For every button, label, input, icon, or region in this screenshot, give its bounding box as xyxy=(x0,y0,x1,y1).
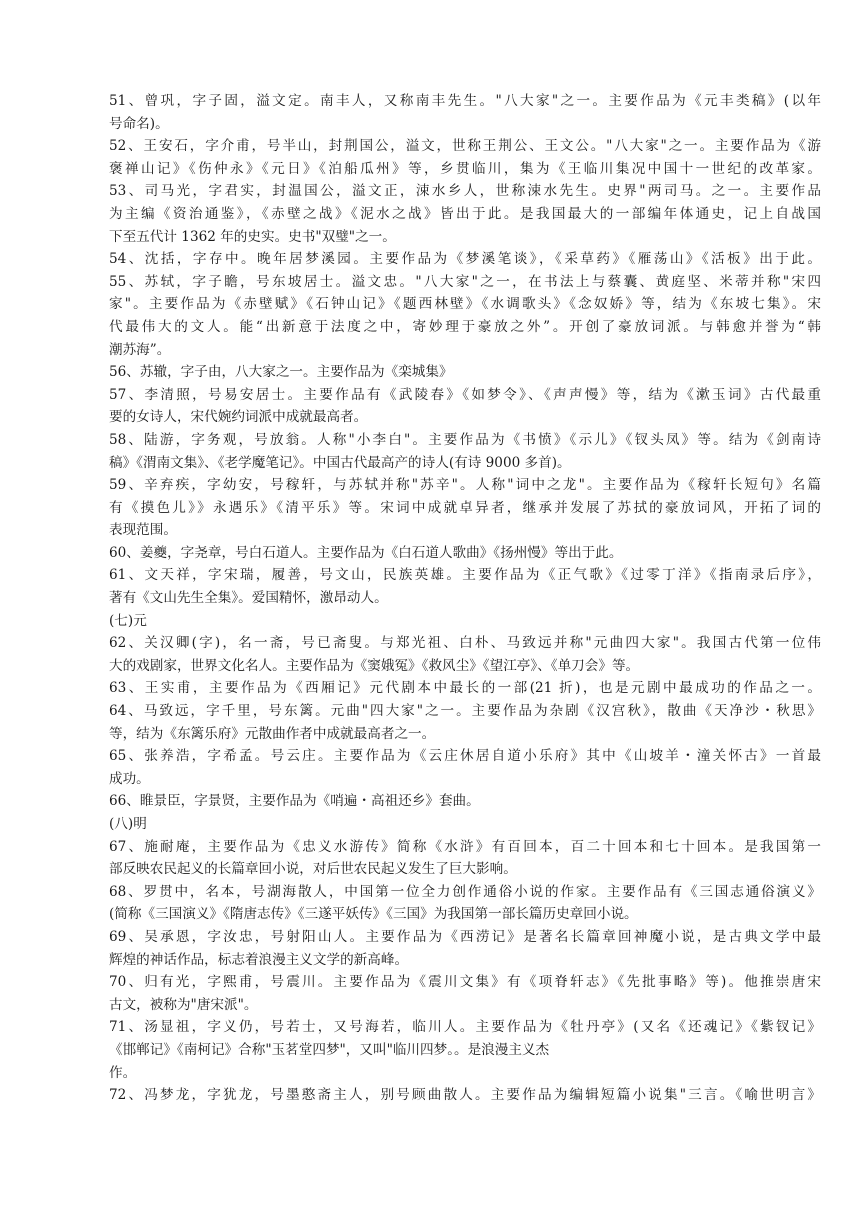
text-line: 61、文天祥，字宋瑞，履善，号文山，民族英雄。主要作品为《正气歌》《过零丁洋》《指南录后序》， xyxy=(109,567,821,584)
text-line: 家"。主要作品为《赤壁赋》《石钟山记》《题西林壁》《水调歌头》《念奴娇》等，结为《东坡七集》。宋 xyxy=(109,296,821,313)
text-line: 号命名)。 xyxy=(109,115,169,132)
text-line: (八)明 xyxy=(109,816,147,832)
text-line: 代最伟大的文人。能“出新意于法度之中，寄妙理于豪放之外”。开创了豪放词派。与韩愈并誉为“韩 xyxy=(109,318,821,335)
text-line: 54、沈括，字存中。晚年居梦溪园。主要作品为《梦溪笔谈》，《采草药》《雁荡山》《活板》出于此。 xyxy=(109,251,821,268)
text-line: 稿》《渭南文集》、《老学魔笔记》。中国古代最高产的诗人(有诗 9000 多首)。 xyxy=(109,454,571,471)
text-line: 58、陆游，字务观，号放翁。人称"小李白"。主要作品为《书愤》《示儿》《钗头凤》等。结为《剑南诗 xyxy=(109,431,821,448)
text-line: 为主编《资治通鉴》，《赤壁之战》《泥水之战》皆出于此。是我国最大的一部编年体通史，记上自战国 xyxy=(109,205,821,222)
text-line: 辉煌的神话作品，标志着浪漫主义文学的新高峰。 xyxy=(109,951,409,968)
text-line: 69、吴承恩，字汝忠，号射阳山人。主要作品为《西涝记》是著名长篇章回神魔小说，是古典文学中最 xyxy=(109,928,821,945)
text-line: 68、罗贯中，名本，号湖海散人，中国第一位全力创作通俗小说的作家。主要作品有《三国志通俗演义》 xyxy=(109,883,821,900)
text-line: 59、辛弃疾，字幼安，号稼轩，与苏轼并称"苏辛"。人称"词中之龙"。主要作品为《稼轩长短句》名篇 xyxy=(109,477,821,494)
text-line: 大的戏剧家，世界文化名人。主要作品为《窦娥冤》《救风尘》《望江亭》、《单刀会》等。 xyxy=(109,657,640,674)
text-line: 60、姜夔，字尧章，号白石道人。主要作品为《白石道人歌曲》《扬州慢》等出于此。 xyxy=(109,544,623,561)
text-line: 成功。 xyxy=(109,770,150,787)
text-line: 下至五代计 1362 年的史实。史书"双璧"之一。 xyxy=(109,228,396,245)
text-line: 有《摸色儿》》永遇乐》《清平乐》等。宋词中成就卓异者，继承并发展了苏拭的豪放词风，开拓了词的 xyxy=(109,499,821,516)
text-line: 《邯郸记》《南柯记》合称"玉茗堂四梦"，又叫"临川四梦。。是浪漫主义杰 xyxy=(109,1041,550,1058)
text-line: 66、睢景臣，字景贤，主要作品为《哨遍・高祖还乡》套曲。 xyxy=(109,793,480,810)
text-line: 部反映农民起义的长篇章回小说，对后世农民起义发生了巨大影响。 xyxy=(109,861,517,878)
text-line: 62、关汉卿(字)，名一斋，号已斋叟。与郑光祖、白朴、马致远并称"元曲四大家"。我国古代第一位伟 xyxy=(109,635,821,652)
text-line: 古文，被称为"唐宋派"。 xyxy=(109,996,258,1013)
text-line: 55、苏轼，字子瞻，号东坡居士。溢文忠。"八大家"之一，在书法上与蔡囊、黄庭坚、米蒂并称"宋四 xyxy=(109,273,821,290)
text-line: 著有《文山先生全集》。爱国精怀，激昂动人。 xyxy=(109,590,388,607)
text-line: 72、冯梦龙，字犹龙，号墨憨斋主人，别号顾曲散人。主要作品为编辑短篇小说集"三言。《喻世明言》 xyxy=(109,1087,821,1104)
text-line: 要的女诗人，宋代婉约词派中成就最高者。 xyxy=(109,409,368,426)
text-line: 64、马致远，字千里，号东篱。元曲"四大家"之一。主要作品为杂剧《汉宫秋》，散曲《天净沙・秋思》 xyxy=(109,703,821,720)
text-line: 51、曾巩，字子固，溢文定。南丰人，又称南丰先生。"八大家"之一。主要作品为《元丰类稿》(以年 xyxy=(109,93,821,109)
text-line: 65、张养浩，字希孟。号云庄。主要作品为《云庄休居自道小乐府》其中《山坡羊・潼关怀古》一首最 xyxy=(109,748,821,765)
text-line: (简称《三国演义》《隋唐志传》《三遂平妖传》《三国》为我国第一部长篇历史章回小说。 xyxy=(109,906,638,923)
text-line: 褒禅山记》《伤仲永》《元日》《泊船瓜州》等，乡贯临川，集为《王临川集况中国十一世纪的改革家。 xyxy=(109,160,821,177)
text-line: 67、施耐庵，主要作品为《忠义水游传》简称《水浒》有百回本，百二十回本和七十回本。是我国第一 xyxy=(109,838,821,855)
text-line: 71、汤显祖，字义仍，号若士，又号海若，临川人。主要作品为《牡丹亭》(又名《还魂记》《紫钗记》 xyxy=(109,1019,821,1036)
text-line: 等，结为《东篱乐府》元散曲作者中成就最高者之一。 xyxy=(109,725,436,742)
text-line: 表现范围。 xyxy=(109,522,177,539)
text-line: (七)元 xyxy=(109,612,147,629)
text-line: 潮苏海”。 xyxy=(109,341,171,358)
text-line: 70、归有光，字熙甫，号震川。主要作品为《震川文集》有《项脊轩志》《先批事略》等)。他推崇唐宋 xyxy=(109,974,821,991)
text-line: 52、王安石，字介甫，号半山，封荆国公，溢文，世称王荆公、王文公。"八大家"之一。主要作品为《游 xyxy=(109,138,821,155)
text-line: 63、王实甫，主要作品为《西厢记》元代剧本中最长的一部(21 折)，也是元剧中最成功的作品之一。 xyxy=(109,680,821,697)
text-line: 53、司马光，字君实，封温国公，溢文正，涑水乡人，世称涑水先生。史界"两司马。之一。主要作品 xyxy=(109,183,821,200)
text-line: 56、苏辙，字子由，八大家之一。主要作品为《栾城集》 xyxy=(109,364,453,381)
text-line: 作。 xyxy=(109,1064,137,1081)
document-body xyxy=(109,90,821,1107)
text-line: 57、李清照，号易安居士。主要作品有《武陵春》《如梦令》、《声声慢》等，结为《漱玉词》古代最重 xyxy=(109,386,821,403)
